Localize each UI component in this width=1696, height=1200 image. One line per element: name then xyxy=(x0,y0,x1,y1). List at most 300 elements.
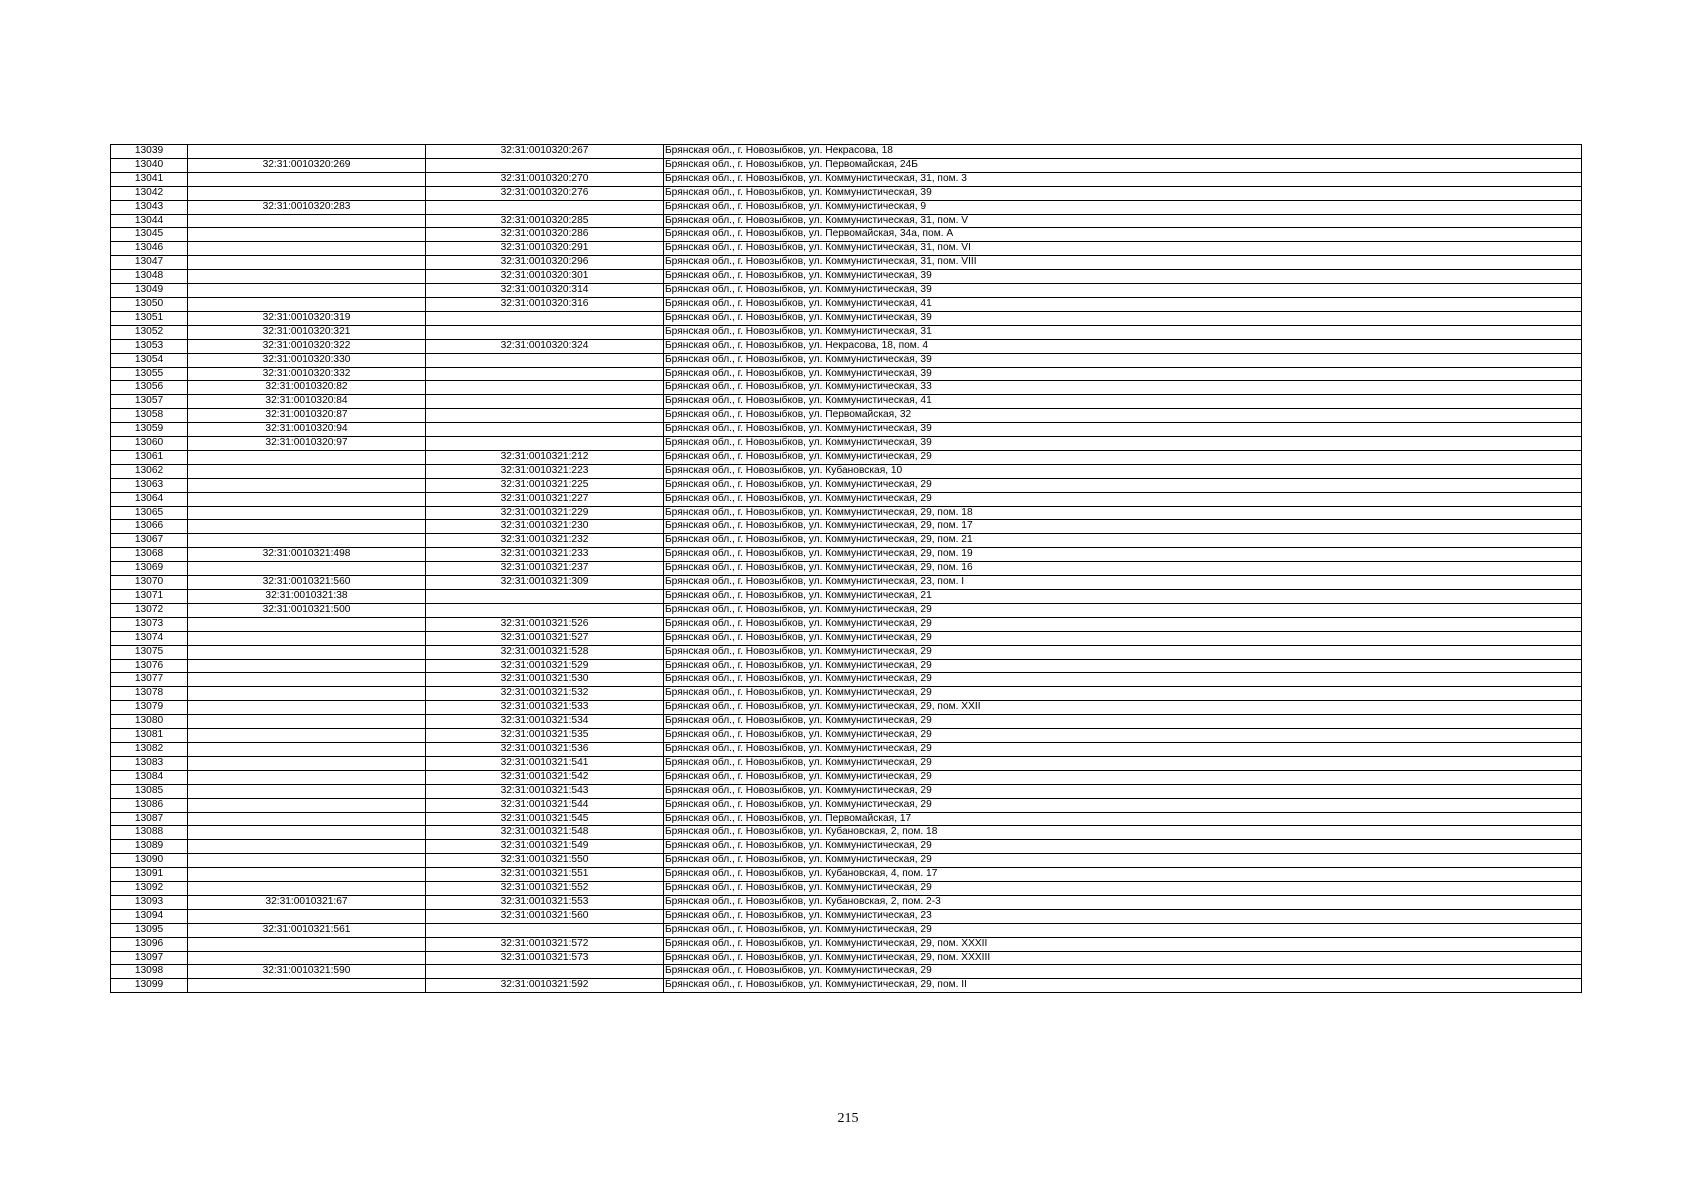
cadastral-number-alt-cell: 32:31:0010321:526 xyxy=(426,617,664,631)
cadastral-number-cell: 32:31:0010321:561 xyxy=(188,923,426,937)
table-row xyxy=(111,423,1582,437)
cadastral-number-cell xyxy=(188,756,426,770)
cadastral-number-alt-cell: 32:31:0010321:530 xyxy=(426,673,664,687)
cadastral-number-cell xyxy=(188,742,426,756)
address-cell: Брянская обл., г. Новозыбков, ул. Коммунистическая, 29, пом. 21 xyxy=(664,534,1582,548)
cadastral-number-cell xyxy=(188,937,426,951)
cadastral-number-cell: 32:31:0010321:590 xyxy=(188,965,426,979)
table-row xyxy=(111,158,1582,172)
address-cell: Брянская обл., г. Новозыбков, ул. Кубановская, 2, пом. 2-3 xyxy=(664,895,1582,909)
table-row xyxy=(111,742,1582,756)
cadastral-number-alt-cell: 32:31:0010321:229 xyxy=(426,506,664,520)
address-cell: Брянская обл., г. Новозыбков, ул. Коммунистическая, 31 xyxy=(664,325,1582,339)
cadastral-number-alt-cell: 32:31:0010321:551 xyxy=(426,868,664,882)
cadastral-number-alt-cell: 32:31:0010321:549 xyxy=(426,840,664,854)
row-number-cell: 13058 xyxy=(111,409,188,423)
cadastral-number-cell: 32:31:0010321:560 xyxy=(188,576,426,590)
cadastral-number-cell xyxy=(188,172,426,186)
address-cell: Брянская обл., г. Новозыбков, ул. Коммунистическая, 29, пом. 18 xyxy=(664,506,1582,520)
cadastral-number-cell xyxy=(188,492,426,506)
cadastral-number-cell xyxy=(188,868,426,882)
cadastral-number-alt-cell: 32:31:0010321:532 xyxy=(426,687,664,701)
address-cell: Брянская обл., г. Новозыбков, ул. Коммунистическая, 29, пом. 19 xyxy=(664,548,1582,562)
table-row xyxy=(111,437,1582,451)
address-cell: Брянская обл., г. Новозыбков, ул. Коммунистическая, 39 xyxy=(664,284,1582,298)
cadastral-number-cell xyxy=(188,228,426,242)
cadastral-number-cell xyxy=(188,826,426,840)
table-row xyxy=(111,979,1582,993)
cadastral-number-alt-cell: 32:31:0010321:232 xyxy=(426,534,664,548)
row-number-cell: 13087 xyxy=(111,812,188,826)
cadastral-number-cell xyxy=(188,464,426,478)
address-cell: Брянская обл., г. Новозыбков, ул. Коммунистическая, 29 xyxy=(664,687,1582,701)
table-row xyxy=(111,798,1582,812)
table-row xyxy=(111,951,1582,965)
row-number-cell: 13084 xyxy=(111,770,188,784)
cadastral-number-alt-cell xyxy=(426,590,664,604)
cadastral-number-cell: 32:31:0010321:38 xyxy=(188,590,426,604)
row-number-cell: 13039 xyxy=(111,145,188,159)
row-number-cell: 13060 xyxy=(111,437,188,451)
address-cell: Брянская обл., г. Новозыбков, ул. Коммунистическая, 29 xyxy=(664,854,1582,868)
cadastral-number-cell xyxy=(188,882,426,896)
cadastral-number-cell: 32:31:0010321:498 xyxy=(188,548,426,562)
cadastral-number-alt-cell xyxy=(426,200,664,214)
row-number-cell: 13076 xyxy=(111,659,188,673)
address-cell: Брянская обл., г. Новозыбков, ул. Коммунистическая, 29 xyxy=(664,742,1582,756)
table-row xyxy=(111,186,1582,200)
row-number-cell: 13077 xyxy=(111,673,188,687)
address-cell: Брянская обл., г. Новозыбков, ул. Коммунистическая, 41 xyxy=(664,395,1582,409)
address-cell: Брянская обл., г. Новозыбков, ул. Первомайская, 32 xyxy=(664,409,1582,423)
row-number-cell: 13074 xyxy=(111,631,188,645)
row-number-cell: 13069 xyxy=(111,562,188,576)
row-number-cell: 13056 xyxy=(111,381,188,395)
cadastral-number-cell xyxy=(188,520,426,534)
cadastral-number-cell xyxy=(188,214,426,228)
cadastral-number-alt-cell: 32:31:0010320:314 xyxy=(426,284,664,298)
address-cell: Брянская обл., г. Новозыбков, ул. Коммунистическая, 23 xyxy=(664,909,1582,923)
cadastral-number-alt-cell xyxy=(426,965,664,979)
cadastral-number-alt-cell: 32:31:0010321:533 xyxy=(426,701,664,715)
table-row xyxy=(111,506,1582,520)
cadastral-number-cell xyxy=(188,687,426,701)
cadastral-number-cell xyxy=(188,145,426,159)
cadastral-number-alt-cell xyxy=(426,325,664,339)
address-cell: Брянская обл., г. Новозыбков, ул. Коммунистическая, 9 xyxy=(664,200,1582,214)
cadastral-number-cell xyxy=(188,450,426,464)
row-number-cell: 13044 xyxy=(111,214,188,228)
table-row xyxy=(111,145,1582,159)
cadastral-number-cell: 32:31:0010320:321 xyxy=(188,325,426,339)
address-cell: Брянская обл., г. Новозыбков, ул. Коммунистическая, 29 xyxy=(664,603,1582,617)
address-cell: Брянская обл., г. Новозыбков, ул. Коммунистическая, 29 xyxy=(664,659,1582,673)
row-number-cell: 13072 xyxy=(111,603,188,617)
cadastral-number-alt-cell: 32:31:0010321:528 xyxy=(426,645,664,659)
cadastral-number-alt-cell: 32:31:0010321:230 xyxy=(426,520,664,534)
row-number-cell: 13059 xyxy=(111,423,188,437)
table-row xyxy=(111,701,1582,715)
address-cell: Брянская обл., г. Новозыбков, ул. Коммунистическая, 29, пом. 17 xyxy=(664,520,1582,534)
address-cell: Брянская обл., г. Новозыбков, ул. Кубановская, 10 xyxy=(664,464,1582,478)
address-cell: Брянская обл., г. Новозыбков, ул. Коммунистическая, 29 xyxy=(664,770,1582,784)
cadastral-number-alt-cell: 32:31:0010321:544 xyxy=(426,798,664,812)
table-row xyxy=(111,784,1582,798)
row-number-cell: 13052 xyxy=(111,325,188,339)
table-row xyxy=(111,923,1582,937)
cadastral-number-alt-cell: 32:31:0010320:286 xyxy=(426,228,664,242)
address-cell: Брянская обл., г. Новозыбков, ул. Коммунистическая, 29, пом. II xyxy=(665,979,967,991)
table-row xyxy=(111,325,1582,339)
row-number-cell: 13075 xyxy=(111,645,188,659)
cadastral-number-cell xyxy=(188,478,426,492)
cadastral-number-cell xyxy=(188,784,426,798)
table-row xyxy=(111,228,1582,242)
table-row xyxy=(111,770,1582,784)
address-cell: Брянская обл., г. Новозыбков, ул. Коммунистическая, 31, пом. VI xyxy=(664,242,1582,256)
address-cell: Брянская обл., г. Новозыбков, ул. Коммунистическая, 29 xyxy=(664,617,1582,631)
table-row xyxy=(111,812,1582,826)
cadastral-number-cell xyxy=(188,909,426,923)
table-row xyxy=(111,729,1582,743)
cadastral-number-alt-cell: 32:31:0010320:301 xyxy=(426,270,664,284)
row-number-cell: 13073 xyxy=(111,617,188,631)
cadastral-number-alt-cell xyxy=(426,603,664,617)
address-cell: Брянская обл., г. Новозыбков, ул. Кубановская, 2, пом. 18 xyxy=(664,826,1582,840)
address-cell: Брянская обл., г. Новозыбков, ул. Некрасова, 18 xyxy=(664,145,1582,159)
address-cell: Брянская обл., г. Новозыбков, ул. Первомайская, 34а, пом. А xyxy=(664,228,1582,242)
cadastral-number-cell xyxy=(188,673,426,687)
cadastral-number-cell xyxy=(188,979,426,993)
address-cell: Брянская обл., г. Новозыбков, ул. Коммунистическая, 39 xyxy=(664,186,1582,200)
row-number-cell: 13065 xyxy=(111,506,188,520)
cadastral-number-cell xyxy=(188,242,426,256)
address-cell: Брянская обл., г. Новозыбков, ул. Коммунистическая, 31, пом. VIII xyxy=(664,256,1582,270)
cadastral-number-alt-cell: 32:31:0010321:233 xyxy=(426,548,664,562)
table-row xyxy=(111,339,1582,353)
cadastral-number-cell: 32:31:0010320:330 xyxy=(188,353,426,367)
address-cell: Брянская обл., г. Новозыбков, ул. Первомайская, 24Б xyxy=(664,158,1582,172)
address-cell: Брянская обл., г. Новозыбков, ул. Кубановская, 4, пом. 17 xyxy=(664,868,1582,882)
row-number-cell: 13067 xyxy=(111,534,188,548)
table-row xyxy=(111,548,1582,562)
row-number-cell: 13049 xyxy=(111,284,188,298)
table-row xyxy=(111,603,1582,617)
table-row xyxy=(111,590,1582,604)
cadastral-number-cell: 32:31:0010320:269 xyxy=(188,158,426,172)
address-cell: Брянская обл., г. Новозыбков, ул. Коммунистическая, 21 xyxy=(664,590,1582,604)
row-number-cell: 13070 xyxy=(111,576,188,590)
cadastral-number-cell xyxy=(188,284,426,298)
row-number-cell: 13053 xyxy=(111,339,188,353)
row-number-cell: 13063 xyxy=(111,478,188,492)
row-number-cell: 13093 xyxy=(111,895,188,909)
table-row xyxy=(111,937,1582,951)
cadastral-number-alt-cell: 32:31:0010320:276 xyxy=(426,186,664,200)
address-cell: Брянская обл., г. Новозыбков, ул. Коммунистическая, 29, пом. XXII xyxy=(664,701,1582,715)
cadastral-number-cell: 32:31:0010320:84 xyxy=(188,395,426,409)
table-row xyxy=(111,576,1582,590)
cadastral-number-alt-cell: 32:31:0010321:552 xyxy=(426,882,664,896)
row-number-cell: 13047 xyxy=(111,256,188,270)
table-row xyxy=(111,172,1582,186)
cadastral-number-alt-cell xyxy=(426,423,664,437)
cadastral-number-alt-cell: 32:31:0010320:316 xyxy=(426,297,664,311)
address-cell: Брянская обл., г. Новозыбков, ул. Коммунистическая, 29 xyxy=(664,478,1582,492)
row-number-cell: 13081 xyxy=(111,729,188,743)
address-cell: Брянская обл., г. Новозыбков, ул. Коммунистическая, 29 xyxy=(664,756,1582,770)
address-cell: Брянская обл., г. Новозыбков, ул. Коммунистическая, 29 xyxy=(664,965,1582,979)
row-number-cell: 13041 xyxy=(111,172,188,186)
table-row xyxy=(111,868,1582,882)
table-row xyxy=(111,854,1582,868)
table-row xyxy=(111,367,1582,381)
cadastral-number-alt-cell: 32:31:0010321:527 xyxy=(426,631,664,645)
table-row xyxy=(111,756,1582,770)
cadastral-number-cell: 32:31:0010321:500 xyxy=(188,603,426,617)
cadastral-number-cell: 32:31:0010320:82 xyxy=(188,381,426,395)
table-row xyxy=(111,214,1582,228)
cadastral-number-alt-cell: 32:31:0010321:543 xyxy=(426,784,664,798)
cadastral-number-cell xyxy=(188,951,426,965)
address-cell: Брянская обл., г. Новозыбков, ул. Коммунистическая, 39 xyxy=(664,311,1582,325)
row-number-cell: 13043 xyxy=(111,200,188,214)
row-number-cell: 13057 xyxy=(111,395,188,409)
table-row xyxy=(111,882,1582,896)
cadastral-number-alt-cell: 32:31:0010321:573 xyxy=(426,951,664,965)
row-number-cell: 13094 xyxy=(111,909,188,923)
table-row xyxy=(111,464,1582,478)
row-number-cell: 13090 xyxy=(111,854,188,868)
row-number-cell: 13066 xyxy=(111,520,188,534)
table-row xyxy=(111,534,1582,548)
row-number-cell: 13082 xyxy=(111,742,188,756)
row-number-cell: 13042 xyxy=(111,186,188,200)
address-cell: Брянская обл., г. Новозыбков, ул. Коммунистическая, 29, пом. 16 xyxy=(664,562,1582,576)
address-cell: Брянская обл., г. Новозыбков, ул. Коммунистическая, 39 xyxy=(664,270,1582,284)
cadastral-number-alt-cell xyxy=(426,409,664,423)
row-number-cell: 13083 xyxy=(111,756,188,770)
address-cell: Брянская обл., г. Новозыбков, ул. Коммунистическая, 33 xyxy=(664,381,1582,395)
cadastral-number-alt-cell: 32:31:0010321:535 xyxy=(426,729,664,743)
address-cell: Брянская обл., г. Новозыбков, ул. Некрасова, 18, пом. 4 xyxy=(664,339,1582,353)
table-row xyxy=(111,631,1582,645)
address-cell: Брянская обл., г. Новозыбков, ул. Коммунистическая, 29 xyxy=(664,784,1582,798)
cadastral-number-cell xyxy=(188,617,426,631)
cadastral-number-alt-cell: 32:31:0010321:237 xyxy=(426,562,664,576)
cadastral-number-alt-cell: 32:31:0010321:223 xyxy=(426,464,664,478)
cadastral-number-cell: 32:31:0010320:332 xyxy=(188,367,426,381)
address-cell: Брянская обл., г. Новозыбков, ул. Коммунистическая, 29, пом. XXXII xyxy=(664,937,1582,951)
address-cell: Брянская обл., г. Новозыбков, ул. Коммунистическая, 29, пом. XXXIII xyxy=(664,951,1582,965)
table-row xyxy=(111,645,1582,659)
cadastral-number-alt-cell: 32:31:0010321:227 xyxy=(426,492,664,506)
row-number-cell: 13099 xyxy=(111,979,188,993)
cadastral-number-alt-cell: 32:31:0010320:285 xyxy=(426,214,664,228)
cadastral-number-cell xyxy=(188,631,426,645)
cadastral-number-alt-cell xyxy=(426,311,664,325)
address-cell: Брянская обл., г. Новозыбков, ул. Коммунистическая, 29 xyxy=(664,882,1582,896)
cadastral-number-alt-cell xyxy=(426,158,664,172)
registry-table-body xyxy=(111,145,1582,993)
address-cell: Брянская обл., г. Новозыбков, ул. Коммунистическая, 39 xyxy=(664,367,1582,381)
row-number-cell: 13064 xyxy=(111,492,188,506)
table-row xyxy=(111,353,1582,367)
cadastral-number-cell xyxy=(188,854,426,868)
row-number-cell: 13097 xyxy=(111,951,188,965)
cadastral-number-alt-cell: 32:31:0010320:270 xyxy=(426,172,664,186)
cadastral-number-cell xyxy=(188,770,426,784)
address-cell: Брянская обл., г. Новозыбков, ул. Коммунистическая, 39 xyxy=(664,353,1582,367)
table-row xyxy=(111,200,1582,214)
cadastral-number-cell xyxy=(188,645,426,659)
address-cell: Брянская обл., г. Новозыбков, ул. Коммунистическая, 31, пом. 3 xyxy=(664,172,1582,186)
cadastral-number-cell xyxy=(188,256,426,270)
table-row xyxy=(111,840,1582,854)
cadastral-number-alt-cell: 32:31:0010321:548 xyxy=(426,826,664,840)
row-number-cell: 13091 xyxy=(111,868,188,882)
row-number-cell: 13096 xyxy=(111,937,188,951)
address-cell: Брянская обл., г. Новозыбков, ул. Коммунистическая, 29 xyxy=(664,715,1582,729)
cadastral-number-cell xyxy=(188,812,426,826)
cadastral-number-alt-cell xyxy=(426,367,664,381)
cadastral-number-alt-cell: 32:31:0010321:536 xyxy=(426,742,664,756)
address-cell: Брянская обл., г. Новозыбков, ул. Коммунистическая, 39 xyxy=(664,437,1582,451)
table-row xyxy=(111,520,1582,534)
table-row xyxy=(111,395,1582,409)
row-number-cell: 13040 xyxy=(111,158,188,172)
row-number-cell: 13085 xyxy=(111,784,188,798)
row-number-cell: 13054 xyxy=(111,353,188,367)
address-cell: Брянская обл., г. Новозыбков, ул. Коммунистическая, 29 xyxy=(664,450,1582,464)
row-number-cell: 13051 xyxy=(111,311,188,325)
table-row xyxy=(111,687,1582,701)
table-row xyxy=(111,562,1582,576)
table-row xyxy=(111,270,1582,284)
address-cell: Брянская обл., г. Новозыбков, ул. Коммунистическая, 29 xyxy=(664,923,1582,937)
row-number-cell: 13071 xyxy=(111,590,188,604)
row-number-cell: 13048 xyxy=(111,270,188,284)
cadastral-number-alt-cell xyxy=(426,437,664,451)
row-number-cell: 13061 xyxy=(111,450,188,464)
cadastral-number-alt-cell: 32:31:0010321:572 xyxy=(426,937,664,951)
cadastral-number-cell xyxy=(188,297,426,311)
table-row xyxy=(111,895,1582,909)
address-cell: Брянская обл., г. Новозыбков, ул. Коммунистическая, 29 xyxy=(664,631,1582,645)
row-number-cell: 13088 xyxy=(111,826,188,840)
cadastral-number-cell: 32:31:0010320:97 xyxy=(188,437,426,451)
table-row xyxy=(111,659,1582,673)
cadastral-number-alt-cell xyxy=(426,353,664,367)
cadastral-number-alt-cell xyxy=(426,381,664,395)
table-row xyxy=(111,617,1582,631)
cadastral-number-alt-cell: 32:31:0010320:291 xyxy=(426,242,664,256)
row-number-cell: 13050 xyxy=(111,297,188,311)
cadastral-number-cell xyxy=(188,186,426,200)
table-row xyxy=(111,297,1582,311)
row-number-cell: 13078 xyxy=(111,687,188,701)
address-cell: Брянская обл., г. Новозыбков, ул. Коммунистическая, 39 xyxy=(664,423,1582,437)
row-number-cell: 13062 xyxy=(111,464,188,478)
cadastral-number-alt-cell: 32:31:0010321:545 xyxy=(426,812,664,826)
cadastral-number-alt-cell: 32:31:0010321:534 xyxy=(426,715,664,729)
cadastral-number-alt-cell: 32:31:0010321:225 xyxy=(426,478,664,492)
row-number-cell: 13068 xyxy=(111,548,188,562)
row-number-cell: 13089 xyxy=(111,840,188,854)
table-row xyxy=(111,242,1582,256)
address-cell: Брянская обл., г. Новозыбков, ул. Коммунистическая, 29 xyxy=(664,798,1582,812)
table-row xyxy=(111,450,1582,464)
table-row xyxy=(111,965,1582,979)
cadastral-number-alt-cell: 32:31:0010320:324 xyxy=(426,339,664,353)
cadastral-number-cell: 32:31:0010320:87 xyxy=(188,409,426,423)
cadastral-number-alt-cell xyxy=(426,395,664,409)
cadastral-number-cell xyxy=(188,729,426,743)
table-row xyxy=(111,478,1582,492)
cadastral-number-alt-cell: 32:31:0010321:560 xyxy=(426,909,664,923)
row-number-cell: 13098 xyxy=(111,965,188,979)
cadastral-number-alt-cell: 32:31:0010321:212 xyxy=(426,450,664,464)
row-number-cell: 13055 xyxy=(111,367,188,381)
cadastral-number-cell: 32:31:0010321:67 xyxy=(188,895,426,909)
cadastral-number-alt-cell: 32:31:0010321:542 xyxy=(426,770,664,784)
row-number-cell: 13095 xyxy=(111,923,188,937)
registry-table xyxy=(110,144,1582,993)
row-number-cell: 13080 xyxy=(111,715,188,729)
address-cell: Брянская обл., г. Новозыбков, ул. Коммунистическая, 29 xyxy=(664,729,1582,743)
cadastral-number-cell xyxy=(188,715,426,729)
cadastral-number-cell xyxy=(188,798,426,812)
cadastral-number-alt-cell: 32:31:0010320:296 xyxy=(426,256,664,270)
address-cell: Брянская обл., г. Новозыбков, ул. Коммунистическая, 29 xyxy=(664,645,1582,659)
cadastral-number-alt-cell: 32:31:0010320:267 xyxy=(426,145,664,159)
cadastral-number-alt-cell: 32:31:0010321:309 xyxy=(426,576,664,590)
row-number-cell: 13086 xyxy=(111,798,188,812)
row-number-cell: 13046 xyxy=(111,242,188,256)
cadastral-number-alt-cell: 32:31:0010321:529 xyxy=(426,659,664,673)
table-row xyxy=(111,673,1582,687)
cadastral-number-alt-cell: 32:31:0010321:541 xyxy=(426,756,664,770)
cadastral-number-cell xyxy=(188,701,426,715)
table-row xyxy=(111,826,1582,840)
cadastral-number-alt-cell xyxy=(426,923,664,937)
cadastral-number-cell xyxy=(188,506,426,520)
table-row xyxy=(111,381,1582,395)
table-row xyxy=(111,284,1582,298)
row-number-cell: 13045 xyxy=(111,228,188,242)
row-number-cell: 13092 xyxy=(111,882,188,896)
table-row xyxy=(111,715,1582,729)
cadastral-number-cell: 32:31:0010320:319 xyxy=(188,311,426,325)
address-cell: Брянская обл., г. Новозыбков, ул. Коммунистическая, 23, пом. I xyxy=(664,576,1582,590)
address-cell: Брянская обл., г. Новозыбков, ул. Коммунистическая, 29 xyxy=(664,673,1582,687)
table-row xyxy=(111,311,1582,325)
address-cell: Брянская обл., г. Новозыбков, ул. Коммунистическая, 41 xyxy=(664,297,1582,311)
address-cell: Брянская обл., г. Новозыбков, ул. Коммунистическая, 31, пом. V xyxy=(664,214,1582,228)
cadastral-number-alt-cell: 32:31:0010321:550 xyxy=(426,854,664,868)
table-row xyxy=(111,492,1582,506)
address-cell: Брянская обл., г. Новозыбков, ул. Коммунистическая, 29 xyxy=(664,840,1582,854)
table-row xyxy=(111,256,1582,270)
row-number-cell: 13079 xyxy=(111,701,188,715)
cadastral-number-cell: 32:31:0010320:94 xyxy=(188,423,426,437)
cadastral-number-cell xyxy=(188,840,426,854)
cadastral-number-cell xyxy=(188,270,426,284)
cadastral-number-cell xyxy=(188,659,426,673)
address-cell: Брянская обл., г. Новозыбков, ул. Первомайская, 17 xyxy=(664,812,1582,826)
cadastral-number-cell: 32:31:0010320:283 xyxy=(188,200,426,214)
cadastral-number-alt-cell: 32:31:0010321:553 xyxy=(426,895,664,909)
